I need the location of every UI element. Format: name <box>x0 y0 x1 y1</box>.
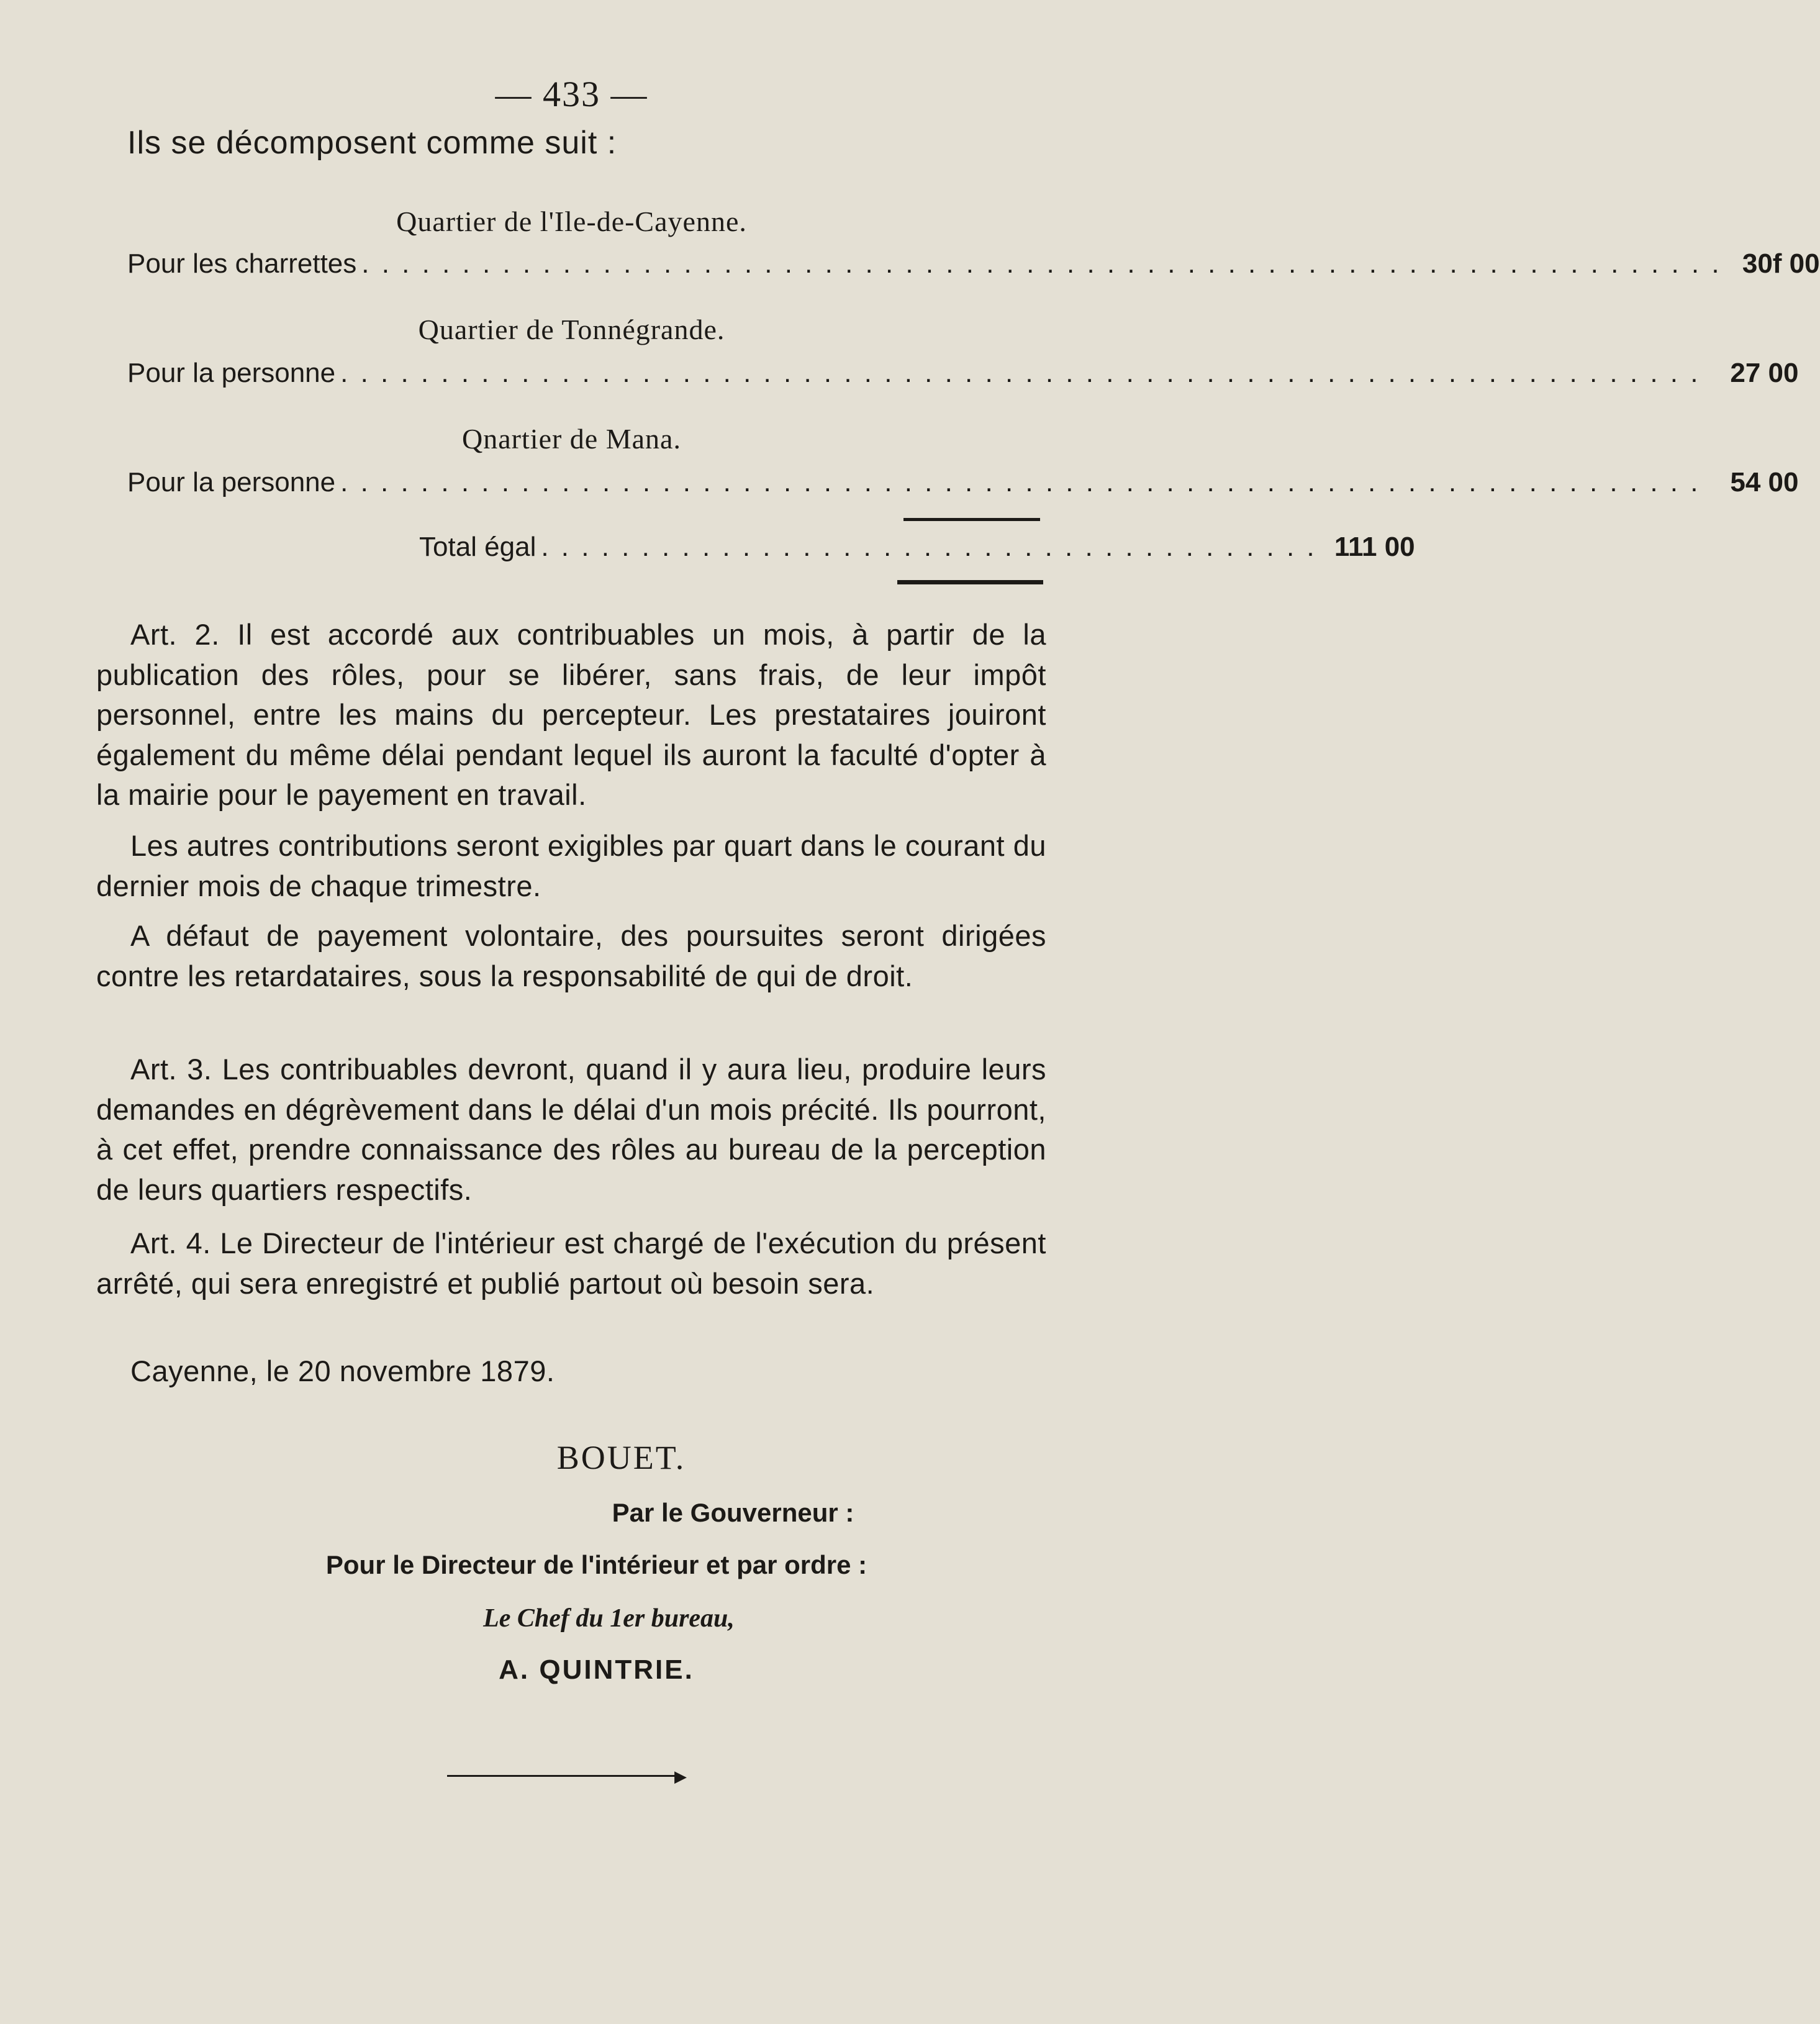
pour-le-directeur: Pour le Directeur de l'intérieur et par ordre : <box>325 1550 867 1579</box>
paragraph-art-4: Art. 4. Le Directeur de l'intérieur est chargé de l'exécution du présent arrêté, qui sera enregistré et publié partout où besoin sera. <box>96 1227 1046 1300</box>
end-arrow-icon: ▶ <box>674 1768 687 1786</box>
paragraph-art-3: Art. 3. Les contribuables devront, quand il y aura lieu, produire leurs demandes en dégrèvement dans le délai d'un mois précité. Ils pourront, à cet effet, prendre connaissance des rôles au bureau de la perception de leurs quartiers respectifs. <box>96 1053 1046 1206</box>
total-row <box>419 532 1415 569</box>
row-amount: 27 00 <box>1730 358 1799 388</box>
dot-leader: . . . . . . . . . . . . . . . . . . . . . . . . . . . . . . . . . . . . . . . . . . . . . . . . . . . . . . . . . . . . . . . . . . . . <box>340 358 1701 388</box>
paragraph-autres-contributions: Les autres contributions seront exigibles par quart dans le courant du dernier mois de chaque trimestre. <box>96 829 1046 902</box>
paragraph-art-2: Art. 2. Il est accordé aux contribuables un mois, à partir de la publication des rôles, pour se libérer, sans frais, de leur impôt personnel, entre les mains du percepteur. Les prestataires jouiront également du même délai pendant lequel ils auront la faculté d'opter à la mairie pour le payement en travail. <box>96 618 1046 811</box>
amount-row-tonnegrande <box>127 358 1799 395</box>
signature-name: BOUET. <box>556 1439 686 1476</box>
row-amount: 54 00 <box>1730 467 1799 497</box>
amount-row-charrettes <box>127 248 1820 286</box>
total-amount: 111 00 <box>1334 532 1415 562</box>
quartier-heading-ile-de-cayenne: Quartier de l'Ile-de-Cayenne. <box>396 206 747 237</box>
row-label: Pour les charrettes <box>127 248 357 279</box>
paragraph-defaut-payement: A défaut de payement volontaire, des poursuites seront dirigées contre les retardataires, sous la responsabilité de qui de droit. <box>96 919 1046 992</box>
intro-line: Ils se décomposent comme suit : <box>127 125 617 161</box>
total-double-rule <box>897 580 1043 584</box>
total-label: Total égal <box>419 532 536 562</box>
chef-du-bureau: Le Chef du 1er bureau, <box>483 1604 735 1633</box>
dot-leader: . . . . . . . . . . . . . . . . . . . . . . . . . . . . . . . . . . . . . . . <box>541 532 1317 562</box>
quartier-heading-mana: Qnartier de Mana. <box>462 423 681 455</box>
date-line: Cayenne, le 20 novembre 1879. <box>130 1355 555 1387</box>
signatory-name: A. QUINTRIE. <box>499 1654 694 1685</box>
end-rule <box>447 1775 677 1777</box>
sum-rule <box>903 518 1040 521</box>
amount-row-mana <box>127 467 1799 504</box>
row-label: Pour la personne <box>127 467 336 497</box>
quartier-heading-tonnegrande: Quartier de Tonnégrande. <box>418 314 725 345</box>
dot-leader: . . . . . . . . . . . . . . . . . . . . . . . . . . . . . . . . . . . . . . . . . . . . . . . . . . . . . . . . . . . . . . . . . . . . <box>340 467 1701 497</box>
dot-leader: . . . . . . . . . . . . . . . . . . . . . . . . . . . . . . . . . . . . . . . . . . . . . . . . . . . . . . . . . . . . . . . . . . . . <box>361 248 1722 279</box>
row-label: Pour la personne <box>127 358 336 388</box>
row-amount: 30f 00 <box>1742 248 1820 279</box>
par-le-gouverneur: Par le Gouverneur : <box>612 1498 854 1527</box>
page-number: — 433 — <box>495 74 648 114</box>
